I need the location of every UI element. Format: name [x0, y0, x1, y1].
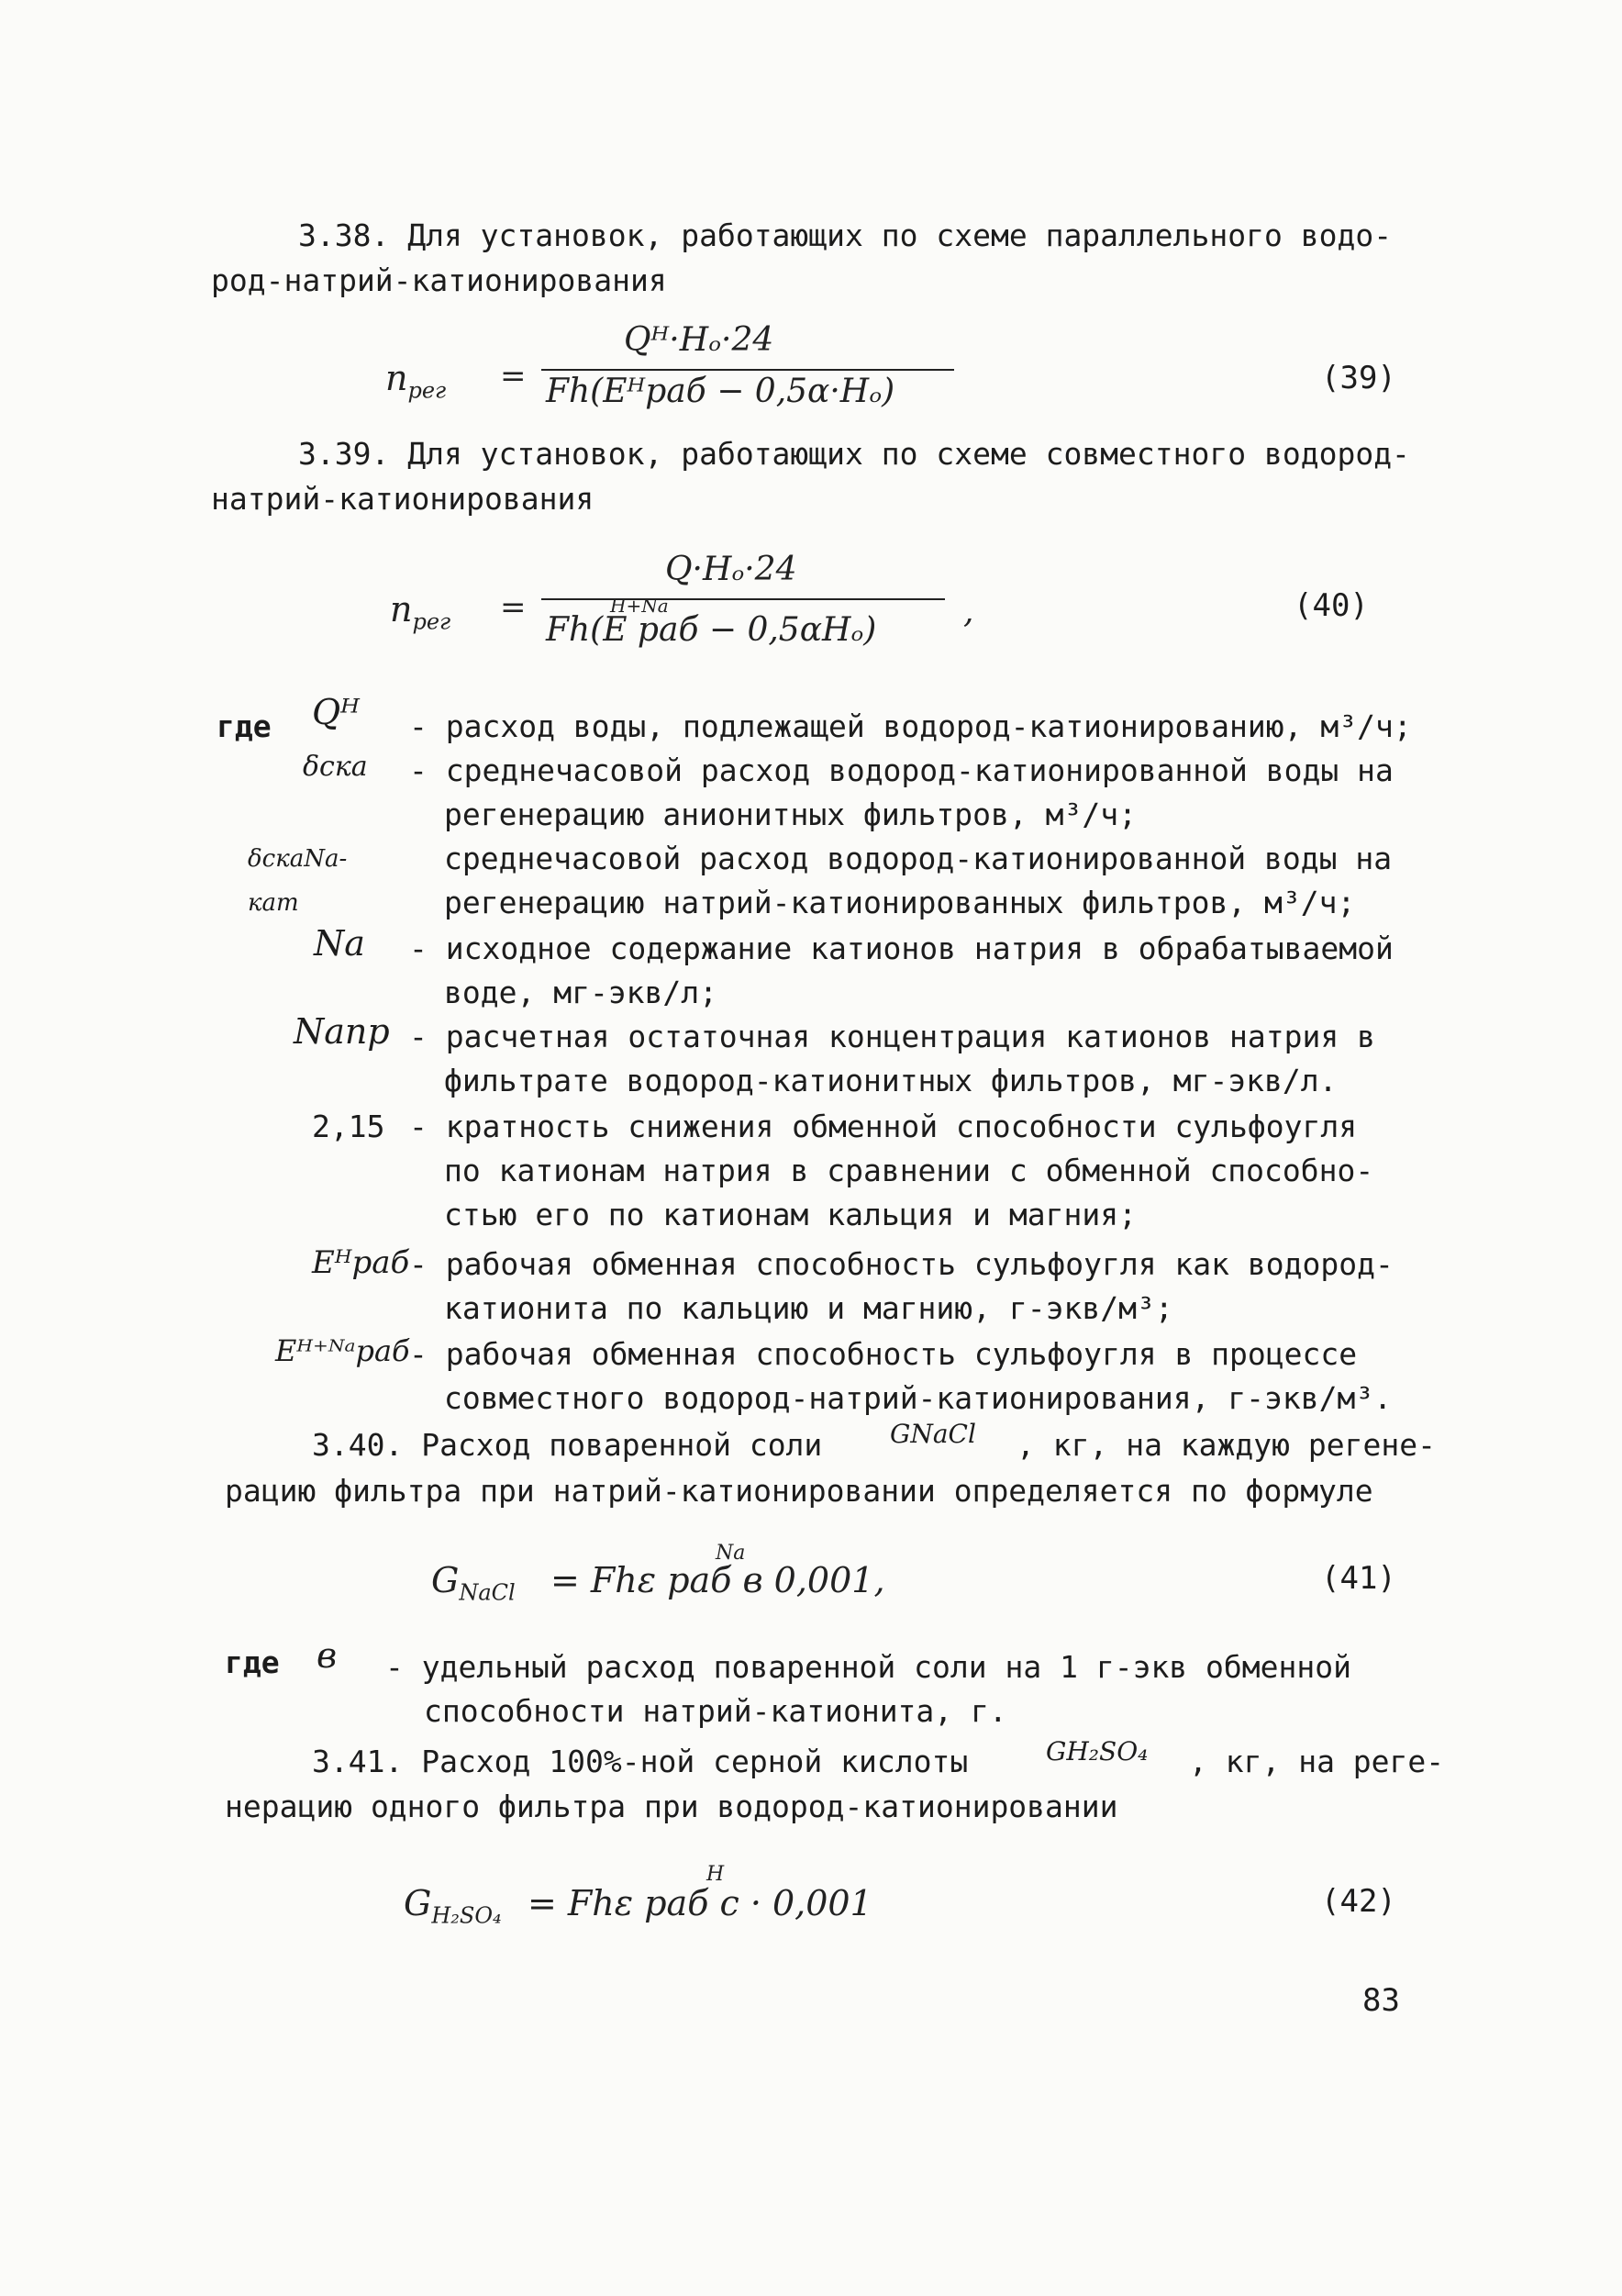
section-339-line2: натрий-катионирования	[211, 481, 594, 517]
formula-41-sup: Na	[716, 1542, 746, 1565]
formula-41-g: G	[431, 1560, 460, 1600]
symbol-e-rab-hna: Eᴴ⁺ᴺᵃраб	[275, 1333, 410, 1368]
definition-na-2: воде, мг-экв/л;	[444, 975, 718, 1010]
formula-40-lhs: n	[390, 589, 413, 630]
formula-40-trail: ,	[963, 593, 974, 630]
section-340-line2: рацию фильтра при натрий-катионировании определяется по формуле	[225, 1473, 1373, 1509]
formula-39-denominator: Fh(Eᴴраб − 0,5α·Hₒ)	[546, 373, 895, 410]
where-label-1: где	[217, 708, 272, 744]
formula-41	[431, 1542, 1000, 1624]
definition-delta-ska-na-2: регенерацию натрий-катионированных фильтров, м³/ч;	[444, 885, 1356, 920]
equation-number-41: (41)	[1321, 1560, 1396, 1597]
page-number: 83	[1362, 1982, 1400, 2019]
equation-number-40: (40)	[1294, 587, 1369, 624]
definition-delta-ska-na-1: среднечасовой расход водород-катионированной воды на	[444, 841, 1393, 876]
formula-40-den-sup: H+Na	[610, 595, 669, 617]
definition-na-pr-1: - расчетная остаточная концентрация катионов натрия в	[409, 1019, 1375, 1054]
formula-42-sub: H₂SO₄	[431, 1902, 502, 1929]
definition-e-rab-hna-1: - рабочая обменная способность сульфоугля в процессе	[409, 1336, 1358, 1372]
section-338-line2: род-натрий-катионирования	[211, 262, 667, 298]
formula-39-lhs-sub: рег	[407, 377, 447, 404]
symbol-na: Na	[314, 923, 365, 964]
formula-40-denominator: Fh(E раб − 0,5αHₒ)	[546, 611, 877, 649]
definition-delta-ska-2: регенерацию анионитных фильтров, м³/ч;	[444, 797, 1137, 832]
definition-v-1: - удельный расход поваренной соли на 1 г-экв обменной	[385, 1649, 1351, 1685]
formula-41-rhs: = Fhε раб в 0,001,	[550, 1560, 885, 1600]
formula-40-lhs-sub: рег	[412, 608, 451, 635]
section-338-line1: 3.38. Для установок, работающих по схеме параллельного водо-	[298, 217, 1393, 253]
equation-number-39: (39)	[1321, 360, 1396, 396]
section-341-line2: нерацию одного фильтра при водород-катионировании	[225, 1789, 1118, 1824]
formula-39-bar	[541, 369, 954, 371]
equation-number-42: (42)	[1321, 1883, 1396, 1920]
formula-42-rhs: = Fhε раб c · 0,001	[528, 1883, 872, 1923]
section-340-line1a: 3.40. Расход поваренной соли	[312, 1427, 823, 1463]
where-label-2: где	[225, 1644, 280, 1680]
definition-e-rab-h-1: - рабочая обменная способность сульфоугля как водород-	[409, 1246, 1394, 1282]
definition-2-15-2: по катионам натрия в сравнении с обменной способно-	[444, 1153, 1374, 1188]
definition-delta-ska-1: - среднечасовой расход водород-катионированной воды на	[409, 752, 1394, 788]
symbol-2-15: 2,15	[312, 1109, 385, 1144]
formula-40-eq: =	[500, 589, 527, 626]
definition-v-2: способности натрий-катионита, г.	[424, 1693, 1007, 1729]
section-339-line1: 3.39. Для установок, работающих по схеме совместного водород-	[298, 436, 1410, 472]
formula-42-sup: H	[706, 1863, 725, 1886]
symbol-v: в	[317, 1635, 338, 1676]
definition-na-pr-2: фильтрате водород-катионитных фильтров, мг-экв/л.	[444, 1063, 1338, 1098]
formula-39-numerator: Qᴴ·Hₒ·24	[624, 321, 774, 359]
definition-2-15-3: стью его по катионам кальция и магния;	[444, 1197, 1137, 1232]
definition-na-1: - исходное содержание катионов натрия в обрабатываемой	[409, 931, 1394, 966]
symbol-delta-ska: δска	[303, 751, 368, 783]
symbol-g-nacl-inline: GNaCl	[890, 1419, 976, 1449]
formula-39-eq: =	[500, 358, 527, 395]
formula-40	[390, 551, 977, 661]
section-341-line1a: 3.41. Расход 100%-ной серной кислоты	[312, 1744, 969, 1779]
symbol-q-h: Qᴴ	[312, 692, 361, 732]
formula-39	[385, 321, 954, 422]
formula-40-numerator: Q·Hₒ·24	[665, 551, 797, 588]
definition-2-15-1: - кратность снижения обменной способности сульфоугля	[409, 1109, 1358, 1144]
formula-39-lhs: n	[385, 358, 408, 398]
symbol-g-h2so4-inline: GH₂SO₄	[1046, 1736, 1149, 1767]
definition-q-h: - расход воды, подлежащей водород-катионированию, м³/ч;	[409, 708, 1412, 744]
definition-e-rab-hna-2: совместного водород-натрий-катионирования, г-экв/м³.	[444, 1380, 1393, 1416]
definition-e-rab-h-2: катионита по кальцию и магнию, г-экв/м³;	[444, 1290, 1173, 1326]
section-341-line1b: , кг, на реге-	[1189, 1744, 1445, 1779]
formula-42-g: G	[404, 1883, 432, 1923]
formula-42	[404, 1863, 991, 1945]
formula-40-bar	[541, 598, 945, 600]
formula-41-sub: NaCl	[459, 1579, 516, 1606]
symbol-na-pr: Naпр	[294, 1011, 390, 1052]
section-340-line1b: , кг, на каждую регене-	[1017, 1427, 1436, 1463]
symbol-e-rab-h: Eᴴраб	[312, 1244, 410, 1281]
symbol-delta-ska-na: δскаNa-кат	[248, 845, 348, 917]
